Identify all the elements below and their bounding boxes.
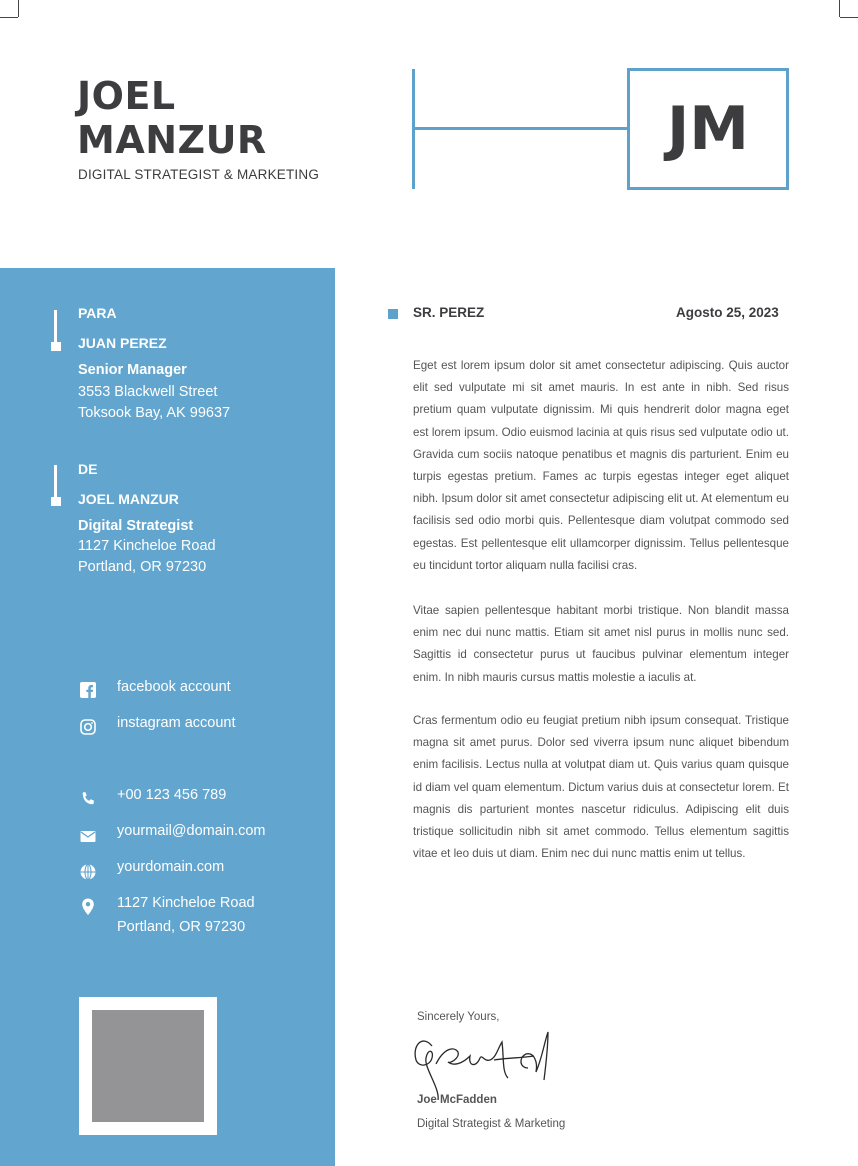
recipient-address-line1: 3553 Blackwell Street (78, 384, 218, 400)
sidebar (0, 268, 335, 1166)
name-heading (77, 74, 267, 162)
recipient-address-line2: Toksook Bay, AK 99637 (78, 405, 231, 421)
phone-number[interactable]: +00 123 456 789 (117, 787, 227, 803)
closing-text: Sincerely Yours, (417, 1011, 500, 1023)
sender-name: JOEL MANZUR (78, 491, 179, 507)
signer-name: Joe McFadden (417, 1094, 497, 1106)
facebook-link[interactable]: facebook account (117, 679, 231, 695)
website[interactable]: yourdomain.com (117, 859, 225, 875)
globe-icon (79, 863, 97, 881)
letter-paragraph-3: Cras fermentum odio eu feugiat pretium nibh ipsum consequat. Tristique magna sit amet purus. Dolor sed viverra ipsum nunc aliquet bibendum enim facilisis. Lectus nulla at volutpat diam ut. Quis varius quam quisque id diam vel quam elementum. Dictum varius duis at consectetur lorem. Et magnis dis parturient montes nascetur ridiculus. Adipiscing elit duis tristique sollicitudin nibh sit amet commodo. Tellus elementum sagittis vitae et leo duis ut diam. Enim nec dui nunc mattis enim ut tellus. (413, 714, 789, 861)
sender-heading: DE (78, 461, 98, 477)
contact-address (117, 891, 255, 939)
photo-frame (79, 997, 217, 1135)
crop-mark-top-right (839, 0, 840, 17)
recipient-title: Senior Manager (78, 362, 187, 378)
sender-address-line2: Portland, OR 97230 (78, 559, 207, 575)
monogram-box: JM (627, 68, 789, 190)
signature-image (410, 1028, 560, 1100)
recipient-address (78, 382, 230, 424)
sender-marker-square (51, 497, 61, 506)
email-icon (79, 827, 97, 845)
last-name: MANZUR (77, 118, 267, 162)
contact-address-line2: Portland, OR 97230 (117, 919, 246, 935)
phone-icon (79, 790, 97, 808)
crop-mark-top-left (0, 17, 18, 18)
first-name: JOEL (77, 74, 176, 118)
recipient-heading: PARA (78, 305, 117, 321)
salutation-name: SR. PEREZ (413, 305, 485, 320)
sender-title: Digital Strategist (78, 518, 194, 534)
letter-paragraph-2: Vitae sapien pellentesque habitant morbi tristique. Non blandit massa enim nec dui nunc mattis. Etiam sit amet nisl purus in mollis nunc sed. Sagittis id consectetur purus ut faucibus pulvinar elementum integer enim. In nibh mauris cursus mattis molestie a iaculis at. (413, 604, 789, 684)
role-subtitle: DIGITAL STRATEGIST & MARKETING (78, 167, 320, 182)
crop-mark-top-right (840, 17, 858, 18)
instagram-icon (79, 718, 97, 736)
recipient-marker-square (51, 342, 61, 351)
photo-placeholder (92, 1010, 204, 1122)
signer-title: Digital Strategist & Marketing (417, 1118, 566, 1130)
location-pin-icon (79, 898, 97, 916)
recipient-name: JUAN PEREZ (78, 335, 167, 351)
email-address[interactable]: yourmail@domain.com (117, 823, 266, 839)
letter-date: Agosto 25, 2023 (676, 305, 779, 320)
sender-address-line1: 1127 Kincheloe Road (78, 538, 216, 554)
facebook-icon (79, 681, 97, 699)
decor-horizontal-line (412, 127, 628, 130)
letter-paragraph-1: Eget est lorem ipsum dolor sit amet consectetur adipiscing. Quis auctor elit sed vulputate mi sit amet mauris. In est ante in nibh. Sed risus pretium quam vulputate dignissim. Mi quis hendrerit dolor magna eget est lorem ipsum. Odio euismod lacinia at quis risus sed vulputate odio ut. Gravida cum sociis natoque penatibus et magnis dis parturient. Enim eu turpis egestas pretium. Fames ac turpis egestas integer eget aliquet nibh. Ipsum dolor sit amet consectetur adipiscing elit ut. At elementum eu facilisis sed odio morbi quis. Pellentesque diam volutpat commodo sed egestas. Est pellentesque elit ullamcorper dignissim. Tellus pellentesque eu tincidunt tortor aliquam nulla facilisi cras. (413, 359, 789, 572)
contact-address-line1: 1127 Kincheloe Road (117, 895, 255, 911)
sender-address (78, 536, 216, 578)
recipient-bullet (388, 309, 398, 319)
crop-mark-top-left (18, 0, 19, 17)
instagram-link[interactable]: instagram account (117, 715, 236, 731)
